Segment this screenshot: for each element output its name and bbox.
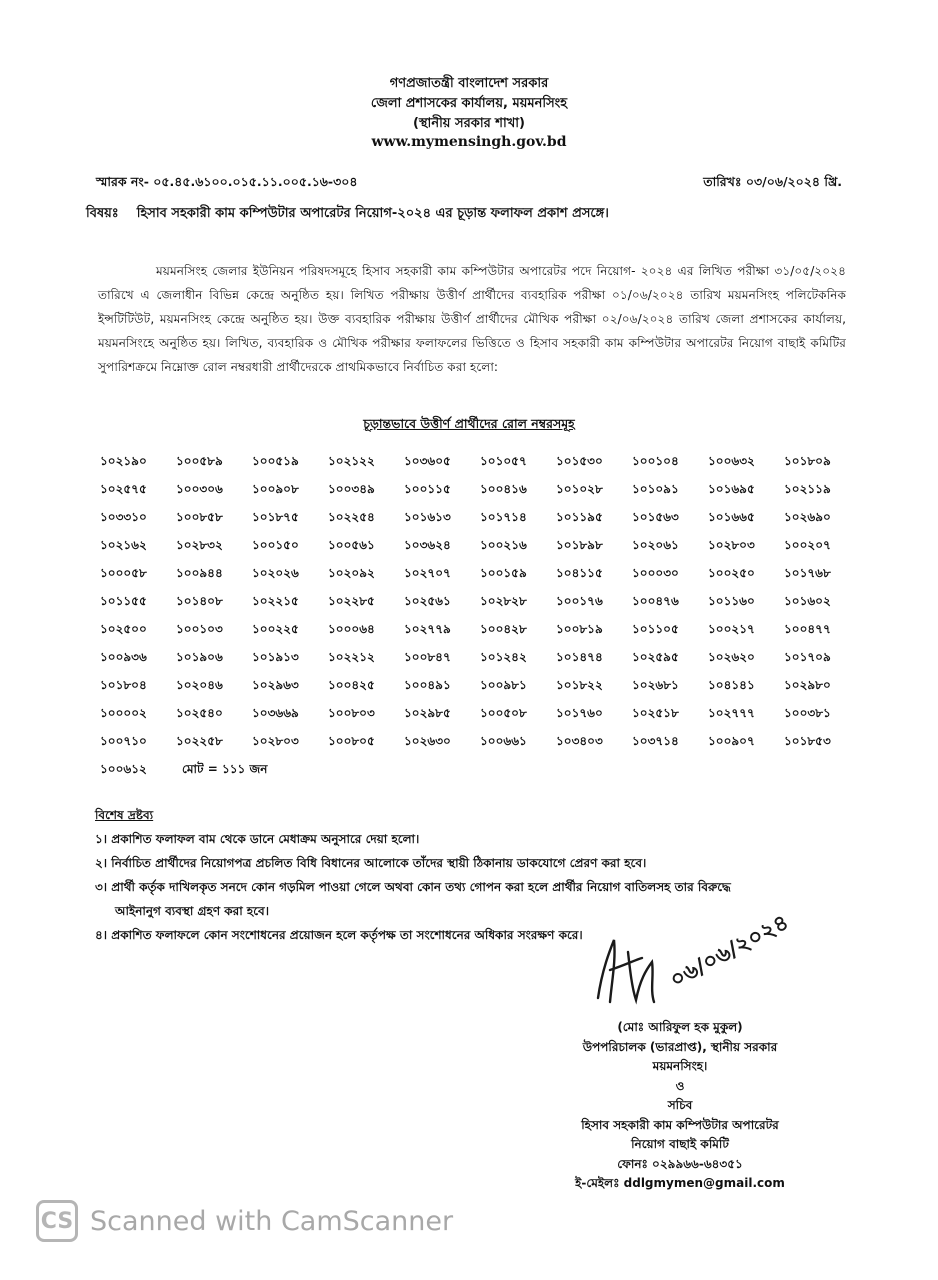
roll-number: ১০০১৭৬	[556, 594, 603, 608]
roll-number: ১০০৯৪৪	[176, 566, 223, 580]
roll-number: ১০২৬৩০	[404, 734, 451, 748]
header-line-1: গণপ্রজাতন্ত্রী বাংলাদেশ সরকার	[389, 76, 549, 91]
note-item-3-cont: আইনানুগ ব্যবস্থা গ্রহণ করা হবে।	[115, 904, 270, 918]
roll-number: ১০১১৯৫	[556, 510, 603, 524]
signatory-location: ময়মনসিংহ।	[652, 1059, 708, 1073]
body-paragraph: ময়মনসিংহ জেলার ইউনিয়ন পরিষদসমূহে হিসাব সহকারী কাম কম্পিউটার অপারেটর পদে নিয়োগ- ২০২৪ এর লিখিত পরীক্ষা ৩১/০৫/২০২৪ তারিখে এ জেলাধীন বিভিন্ন কেন্দ্রে অনুষ্ঠিত হয়। লিখিত পরীক্ষায় উত্তীর্ণ প্রার্থীদের ব্যবহারিক পরীক্ষা ০১/০৬/২০২৪ তারিখ ময়মনসিংহ পলিটেকনিক ইন্সটিটিউট, ময়মনসিংহ কেন্দ্রে অনুষ্ঠিত হয়। উক্ত ব্যবহারিক পরীক্ষায় উত্তীর্ণ প্রার্থীদের মৌখিক পরীক্ষা ০২/০৬/২০২৪ তারিখ জেলা প্রশাসকের কার্যালয়, ময়মনসিংহে অনুষ্ঠিত হয়। লিখিত, ব্যবহারিক ও মৌখিক পরীক্ষার ফলাফলের ভিত্তিতে ও হিসাব সহকারী কাম কম্পিউটার অপারেটর নিয়োগ বাছাই কমিটির সুপারিশক্রমে নিম্নোক্ত রোল নম্বরধারী প্রার্থীদেরকে প্রাথমিকভাবে নির্বাচিত করা হলো:	[98, 264, 846, 374]
roll-number: ১০২২১৫	[252, 594, 299, 608]
roll-row	[100, 505, 860, 533]
signatory-designation: উপপরিচালক (ভারপ্রাপ্ত), স্থানীয় সরকার	[582, 1039, 778, 1054]
roll-number: ১০০৪৭৭	[784, 622, 831, 636]
roll-number: ১০০৩৪৯	[328, 482, 375, 496]
roll-number: ১০২৫১৮	[632, 706, 679, 720]
roll-number: ১০২৬৮১	[632, 678, 679, 692]
committee-line-2: নিয়োগ বাছাই কমিটি	[631, 1137, 729, 1151]
signatory-email: ই-মেইলঃ ddlgmymen@gmail.com	[575, 1176, 785, 1190]
roll-number: ১০১০২৮	[556, 482, 603, 496]
roll-number: ১০০১৫০	[252, 538, 299, 552]
roll-number: ১০২২৫৪	[328, 510, 375, 524]
roll-number: ১০২০৯২	[328, 566, 375, 580]
roll-number: ১০০৪২৮	[480, 622, 527, 636]
roll-number: ১০০১০৪	[632, 454, 679, 468]
roll-number: ১০০১০৩	[176, 622, 223, 636]
subject-label: বিষয়ঃ	[86, 206, 119, 221]
header-line-3: (স্থানীয় সরকার শাখা)	[413, 116, 525, 131]
roll-number: ১০২১৯০	[100, 454, 147, 468]
roll-number: ১০০৯০৭	[708, 734, 755, 748]
note-item-2: ২। নির্বাচিত প্রার্থীদের নিয়োগপত্র প্রচলিত বিধি বিধানের আলোকে তাঁদের স্থায়ী ঠিকানায় ডাকযোগে প্রেরণ করা হবে।	[95, 856, 647, 870]
camscanner-watermark	[36, 1200, 453, 1242]
roll-number: ১০২৬৯০	[784, 510, 831, 524]
roll-number: ১০০২৫০	[708, 566, 755, 580]
roll-number: ১০০৩০৬	[176, 482, 223, 496]
roll-row	[100, 449, 860, 477]
roll-number: ১০০৪৭৬	[632, 594, 679, 608]
roll-number: ১০০৮০৩	[328, 706, 375, 720]
roll-row	[100, 701, 860, 729]
roll-number: ১০৪১১৫	[556, 566, 603, 580]
roll-number: ১০০৯৩৬	[100, 650, 147, 664]
roll-number: ১০১৮২২	[556, 678, 603, 692]
roll-row	[100, 561, 860, 589]
roll-number: ১০১৫৬৩	[632, 510, 679, 524]
roll-row	[100, 533, 860, 561]
roll-number: ১০২৮০৩	[708, 538, 755, 552]
roll-number: ১০৪১৪১	[708, 678, 755, 692]
roll-number: ১০০৮১৯	[556, 622, 603, 636]
roll-number: ১০০৮০৫	[328, 734, 375, 748]
roll-number: ১০২৮২৮	[480, 594, 527, 608]
camscanner-text: Scanned with CamScanner	[90, 1205, 454, 1237]
roll-number: ১০০০০২	[100, 706, 147, 720]
handwritten-signature	[580, 910, 800, 1020]
roll-number: ১০১০৯১	[632, 482, 679, 496]
roll-number: ১০১৯০৬	[176, 650, 223, 664]
memo-date: তারিখঃ ০৩/০৬/২০২৪ খ্রি.	[703, 174, 842, 189]
roll-number: ১০২৫৪০	[176, 706, 223, 720]
note-item-3: ৩। প্রার্থী কর্তৃক দাখিলকৃত সনদে কোন গড়মিল পাওয়া গেলে অথবা কোন তথ্য গোপন করা হলে প্রার্থীর নিয়োগ বাতিলসহ তার বিরুদ্ধে	[95, 880, 731, 894]
header-website: www.mymensingh.gov.bd	[371, 134, 567, 150]
roll-number: ১০১৬১৩	[404, 510, 451, 524]
roll-number: ১০১৭০৯	[784, 650, 831, 664]
roll-number: ১০৩৬০৫	[404, 454, 451, 468]
roll-number: ১০১৭১৪	[480, 510, 527, 524]
roll-number: ১০০৯০৮	[252, 482, 299, 496]
roll-number: ১০২৯৮০	[784, 678, 831, 692]
roll-number: ১০০০৩০	[632, 566, 679, 580]
roll-number: ১০২২৫৮	[176, 734, 223, 748]
roll-number: ১০১১৬০	[708, 594, 755, 608]
roll-number: ১০২৮৩২	[176, 538, 223, 552]
roll-number: ১০১১৫৫	[100, 594, 147, 608]
signatory-secretary: সচিব	[667, 1098, 693, 1112]
roll-number: ১০১৮০৪	[100, 678, 147, 692]
roll-number: ১০২৭৭৯	[404, 622, 451, 636]
roll-number: ১০০৬১২	[100, 762, 147, 776]
roll-number: ১০০২০৭	[784, 538, 831, 552]
roll-row	[100, 673, 860, 701]
roll-number: ১০২৫৯৫	[632, 650, 679, 664]
roll-number: ১০০১৫৯	[480, 566, 527, 580]
roll-row	[100, 729, 860, 757]
signature-block	[470, 1018, 890, 1194]
roll-number: ১০০০৫৮	[100, 566, 147, 580]
roll-number: ১০৩৬৬৯	[252, 706, 299, 720]
notes-title: বিশেষ দ্রষ্টব্য	[95, 808, 154, 822]
roll-number: ১০২১৬২	[100, 538, 147, 552]
roll-number: ১০০৮৪৭	[404, 650, 451, 664]
roll-total: মোট = ১১১ জন	[182, 762, 268, 776]
roll-number: ১০০০৬৪	[328, 622, 375, 636]
subject-text: হিসাব সহকারী কাম কম্পিউটার অপারেটর নিয়োগ-২০২৪ এর চূড়ান্ত ফলাফল প্রকাশ প্রসঙ্গে।	[136, 206, 609, 221]
roll-number: ১০১৬৬৫	[708, 510, 755, 524]
roll-number: ১০৩৪০৩	[556, 734, 603, 748]
roll-number: ১০২৮০৩	[252, 734, 299, 748]
roll-number: ১০০২১৭	[708, 622, 755, 636]
note-item-1: ১। প্রকাশিত ফলাফল বাম থেকে ডানে মেধাক্রম অনুসারে দেয়া হলো।	[95, 832, 420, 846]
memo-reference: স্মারক নং- ০৫.৪৫.৬১০০.০১৫.১১.০০৫.১৬-৩০৪	[96, 174, 358, 189]
roll-number: ১০২০৪৬	[176, 678, 223, 692]
roll-row	[100, 645, 860, 673]
header-line-2: জেলা প্রশাসকের কার্যালয়, ময়মনসিংহ	[370, 96, 568, 111]
roll-row	[100, 617, 860, 645]
roll-number: ১০২৭৭৭	[708, 706, 755, 720]
roll-number: ১০৩৩১০	[100, 510, 147, 524]
roll-number: ১০২১২২	[328, 454, 375, 468]
roll-number: ১০১৬৯৫	[708, 482, 755, 496]
roll-number: ১০২৬২০	[708, 650, 755, 664]
roll-number: ১০১৮৭৫	[252, 510, 299, 524]
roll-number: ১০১০৫৭	[480, 454, 527, 468]
roll-number: ১০০৬৬১	[480, 734, 527, 748]
roll-row	[100, 589, 860, 617]
signatory-phone: ফোনঃ ০২৯৯৬৬-৬৪৩৫১	[617, 1156, 743, 1171]
roll-number: ১০০২১৬	[480, 538, 527, 552]
roll-number: ১০১৫৩০	[556, 454, 603, 468]
signatory-and: ও	[675, 1078, 685, 1093]
roll-number: ১০২৫০০	[100, 622, 147, 636]
roll-number: ১০১৮৯৮	[556, 538, 603, 552]
roll-number: ১০১৯১৩	[252, 650, 299, 664]
roll-number: ১০২২১২	[328, 650, 375, 664]
roll-number: ১০২৭০৭	[404, 566, 451, 580]
roll-number: ১০২৫৬১	[404, 594, 451, 608]
roll-number: ১০০৫৮৯	[176, 454, 223, 468]
roll-number: ১০১৪০৮	[176, 594, 223, 608]
roll-number: ১০০৬৩২	[708, 454, 755, 468]
roll-number: ১০০৪২৫	[328, 678, 375, 692]
roll-number: ১০১২৪২	[480, 650, 527, 664]
roll-number: ১০০৭১০	[100, 734, 147, 748]
roll-number: ১০০৯৮১	[480, 678, 527, 692]
roll-number: ১০০৫১৯	[252, 454, 299, 468]
roll-number: ১০০৪১৬	[480, 482, 527, 496]
committee-line-1: হিসাব সহকারী কাম কম্পিউটার অপারেটর	[581, 1117, 779, 1132]
roll-number: ১০২০২৬	[252, 566, 299, 580]
roll-number: ১০০৫৬১	[328, 538, 375, 552]
roll-number: ১০০৪৯১	[404, 678, 451, 692]
roll-number: ১০২২৮৫	[328, 594, 375, 608]
roll-row	[100, 477, 860, 505]
roll-number: ১০১৪৭৪	[556, 650, 603, 664]
roll-section-title: চূড়ান্তভাবে উত্তীর্ণ প্রার্থীদের রোল নম্বরসমূহ	[363, 416, 575, 431]
roll-number: ১০৩৭১৪	[632, 734, 679, 748]
roll-number: ১০০৮৫৮	[176, 510, 223, 524]
roll-number: ১০১১০৫	[632, 622, 679, 636]
signatory-name: (মোঃ আরিফুল হক মুকুল)	[617, 1020, 743, 1034]
roll-number: ১০০১১৫	[404, 482, 451, 496]
roll-number: ১০১৭৬০	[556, 706, 603, 720]
roll-number: ১০০২২৫	[252, 622, 299, 636]
roll-number: ১০১৬০২	[784, 594, 831, 608]
note-item-4: ৪। প্রকাশিত ফলাফলে কোন সংশোধনের প্রয়োজন হলে কর্তৃপক্ষ তা সংশোধনের অধিকার সংরক্ষণ করে।	[95, 928, 583, 942]
roll-number: ১০১৮৫৩	[784, 734, 831, 748]
handwritten-date: ০৬/০৬/২০২৪	[666, 910, 794, 994]
roll-number: ১০৩৬২৪	[404, 538, 451, 552]
roll-number: ১০১৭৬৮	[784, 566, 831, 580]
roll-number: ১০২১১৯	[784, 482, 831, 496]
roll-number: ১০০৩৮১	[784, 706, 831, 720]
roll-number: ১০২৯৮৫	[404, 706, 451, 720]
roll-row-last	[100, 757, 860, 785]
roll-number: ১০২৫৭৫	[100, 482, 147, 496]
roll-number: ১০২৯৬৩	[252, 678, 299, 692]
roll-number: ১০২০৬১	[632, 538, 679, 552]
roll-number: ১০০৫০৮	[480, 706, 527, 720]
subject-line	[86, 204, 609, 225]
roll-number: ১০১৮০৯	[784, 454, 831, 468]
roll-number-grid	[100, 449, 860, 785]
camscanner-logo-icon: CS	[36, 1200, 78, 1242]
